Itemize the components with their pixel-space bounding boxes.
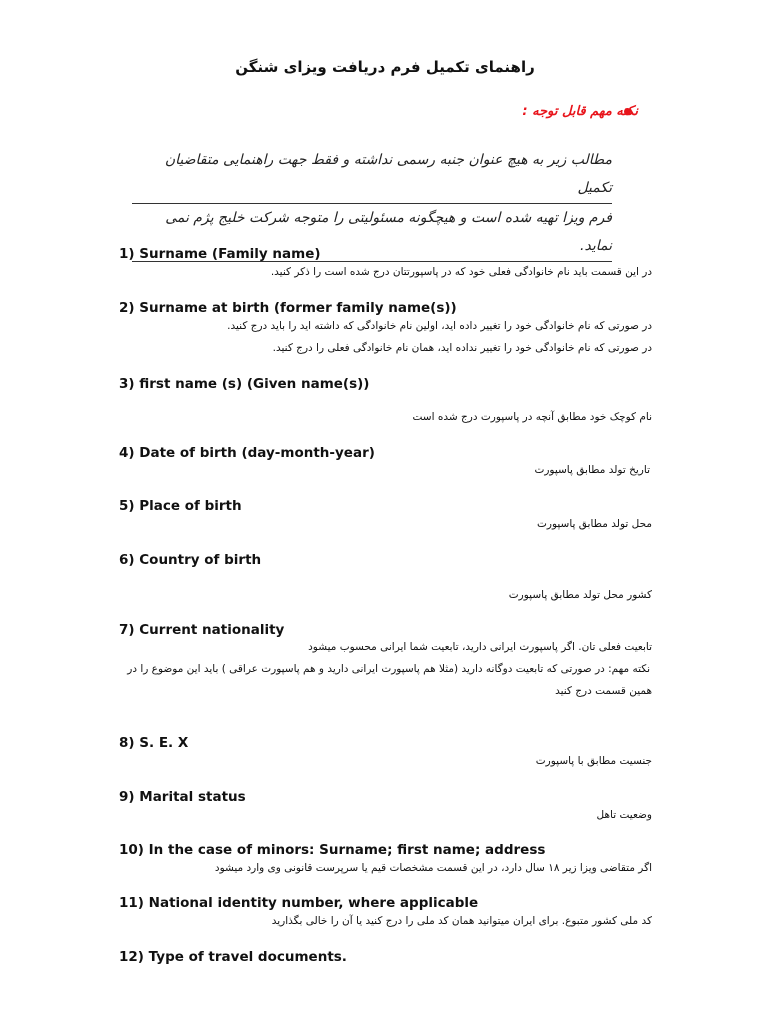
section-text: کد ملی کشور متبوع. برای ایران میتوانید همان کد ملی را درج کنید یا آن را خالی بگذارید (271, 915, 652, 927)
section-heading: 5) Place of birth (119, 498, 242, 514)
disclaimer-line: فرم ویزا تهیه شده است و هیچگونه مسئولیتی را متوجه شرکت خلیج پژم نمی نماید. (132, 204, 612, 262)
section-text: نکته مهم: در صورتی که تابعیت دوگانه دارید (مثلا هم پاسپورت ایرانی دارید و هم پاسپورت عراقی ) باید این موضوع را در (127, 663, 650, 675)
section-heading: 11) National identity number, where applicable (119, 895, 479, 911)
section-heading: 12) Type of travel documents. (119, 949, 347, 965)
section-text: در صورتی که نام خانوادگی خود را تغییر داده اید، اولین نام خانوادگی که داشته اید را باید درج کنید. (227, 320, 652, 332)
section-text: جنسیت مطابق با پاسپورت (535, 755, 652, 767)
section-text: محل تولد مطابق پاسپورت (536, 518, 652, 530)
section-text: در صورتی که نام خانوادگی خود را تغییر نداده اید، همان نام خانوادگی فعلی را درج کنید. (272, 342, 652, 354)
disclaimer (132, 146, 612, 262)
section-heading: 8) S. E. X (119, 735, 189, 751)
section-text: همین قسمت درج کنید (555, 685, 652, 697)
section-heading: 3) first name (s) (Given name(s)) (119, 376, 370, 392)
section-text: نام کوچک خود مطابق آنچه در پاسپورت درج شده است (412, 411, 652, 423)
disclaimer-line: مطالب زیر به هیچ عنوان جنبه رسمی نداشته و فقط جهت راهنمایی متقاضیان تکمیل (132, 146, 612, 204)
section-heading: 9) Marital status (119, 789, 246, 805)
important-note-label: نکته مهم قابل توجه : (522, 104, 638, 119)
section-heading: 4) Date of birth (day-month-year) (119, 445, 375, 461)
section-heading: 1) Surname (Family name) (119, 246, 321, 262)
document-title: راهنمای تکمیل فرم دریافت ویزای شنگن (235, 58, 535, 76)
section-text: کشور محل تولد مطابق پاسپورت (508, 589, 652, 601)
section-heading: 6) Country of birth (119, 552, 262, 568)
section-text: در این قسمت باید نام خانوادگی فعلی خود که در پاسپورتتان درج شده است را ذکر کنید. (270, 266, 652, 278)
section-heading: 2) Surname at birth (former family name(s)) (119, 300, 457, 316)
section-text: تاریخ تولد مطابق پاسپورت (534, 464, 650, 476)
section-text: تابعیت فعلی تان. اگر پاسپورت ایرانی دارید، تابعیت شما ایرانی محسوب میشود (308, 641, 652, 653)
section-heading: 7) Current nationality (119, 622, 285, 638)
section-heading: 10) In the case of minors: Surname; first name; address (119, 842, 546, 858)
section-text: اگر متقاضی ویزا زیر ۱۸ سال دارد، در این قسمت مشخصات قیم یا سرپرست قانونی وی وارد میشود (214, 862, 652, 874)
section-text: وضعیت تاهل (596, 809, 652, 821)
